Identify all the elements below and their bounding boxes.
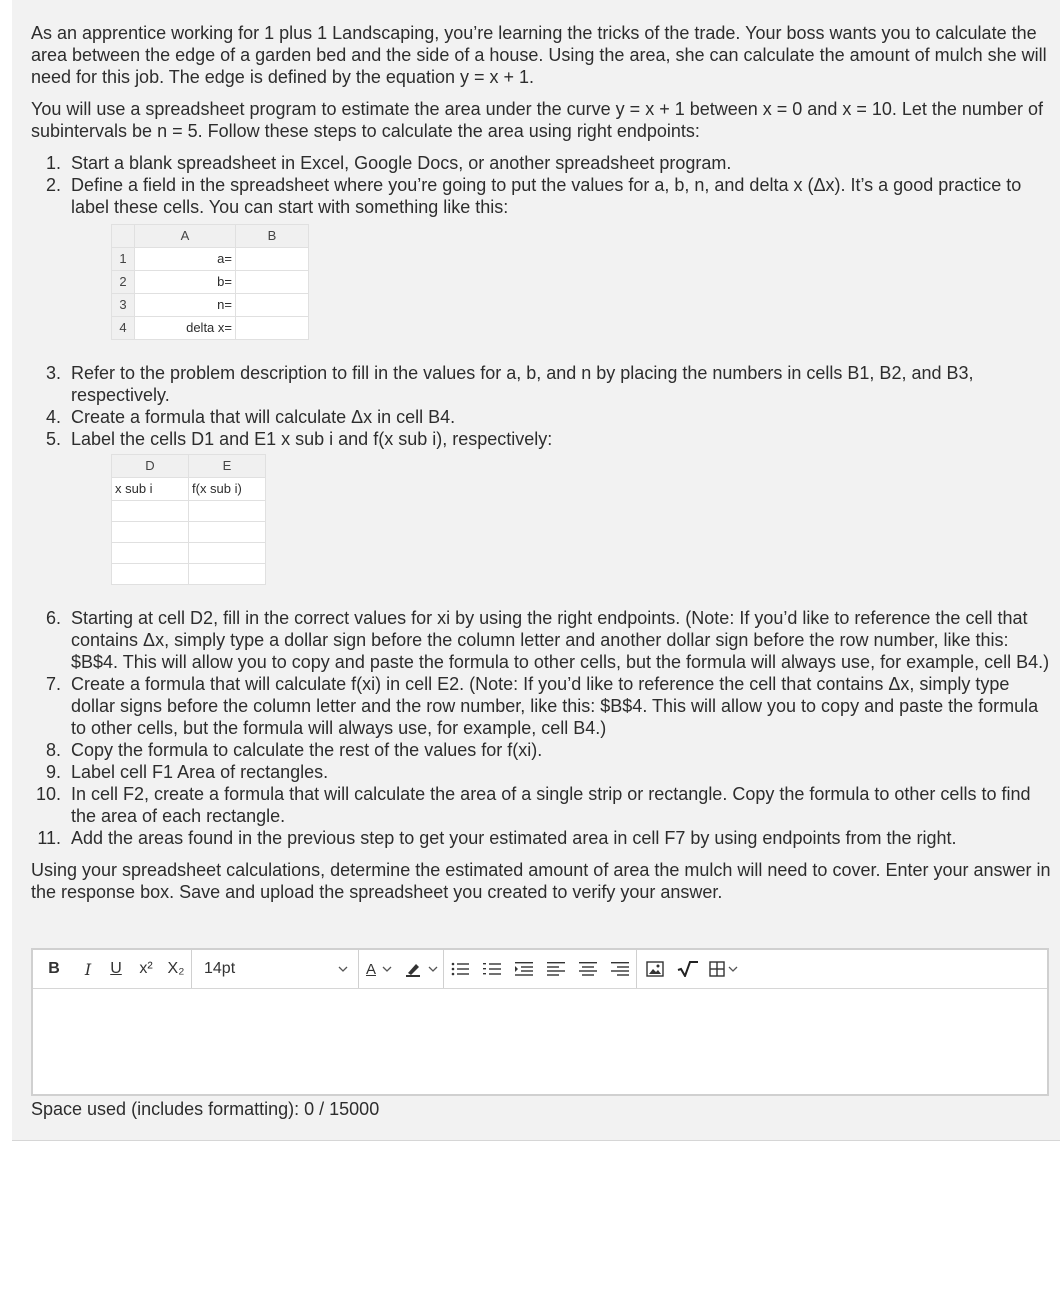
step-number: 6. — [45, 608, 61, 628]
highlighter-icon — [404, 961, 422, 977]
step-6 — [31, 607, 1053, 673]
square-root-icon — [677, 961, 699, 977]
steps-list — [31, 152, 1053, 849]
step-text: Add the areas found in the previous step to get your estimated area in cell F7 by using endpoints from the right. — [71, 828, 957, 848]
cell-b2 — [236, 271, 309, 294]
cell-b3 — [236, 294, 309, 317]
step-number: 8. — [45, 740, 61, 760]
spreadsheet-xi-table — [111, 454, 266, 585]
step-text: Create a formula that will calculate Δx in cell B4. — [71, 407, 456, 427]
chevron-down-icon — [382, 966, 392, 972]
column-header-a: A — [135, 225, 236, 248]
align-center-button[interactable] — [572, 951, 604, 987]
intro-paragraph-1: As an apprentice working for 1 plus 1 Landscaping, you’re learning the tricks of the trade. Your boss wants you to calculate the area between the edge of a garden bed and the side of a house. Using the area, she can calculate the amount of mulch she will need for this job. The edge is defined by the equation y = x + 1. — [31, 23, 1047, 87]
step-number: 3. — [45, 363, 61, 383]
align-center-icon — [579, 962, 597, 976]
step-number: 10. — [35, 784, 61, 804]
closing-paragraph: Using your spreadsheet calculations, determine the estimated amount of area the mulch will need to cover. Enter your answer in the response box. Save and upload the spreadsheet you created to verify your answer. — [31, 860, 1051, 902]
step-7 — [31, 673, 1053, 739]
step-number: 11. — [37, 828, 61, 848]
insert-table-button[interactable] — [703, 951, 743, 987]
intro-paragraph-2: You will use a spreadsheet program to estimate the area under the curve y = x + 1 between x = 0 and x = 10. Let the number of subintervals be n = 5. Follow these steps to calculate the area using right endpoints: — [31, 99, 1043, 141]
row-number: 1 — [112, 248, 135, 271]
chevron-down-icon — [728, 966, 738, 972]
cell-a4: delta x= — [135, 317, 236, 340]
align-left-button[interactable] — [540, 951, 572, 987]
cell-a1: a= — [135, 248, 236, 271]
cell-empty — [112, 543, 189, 564]
step-text: In cell F2, create a formula that will calculate the area of a single strip or rectangle. Copy the formula to other cells to find the area of each rectangle. — [71, 784, 1031, 826]
table-icon — [709, 961, 725, 977]
row-number: 2 — [112, 271, 135, 294]
row-number: 3 — [112, 294, 135, 317]
cell-e1: f(x sub i) — [189, 478, 266, 501]
cell-b1 — [236, 248, 309, 271]
cell-d1: x sub i — [112, 478, 189, 501]
cell-empty — [112, 522, 189, 543]
step-1 — [31, 152, 1053, 174]
step-9 — [31, 761, 1053, 783]
column-header-d: D — [112, 455, 189, 478]
indent-icon — [515, 962, 533, 976]
spreadsheet-abn-table — [111, 224, 309, 340]
response-editor — [31, 948, 1049, 1096]
step-text: Refer to the problem description to fill in the values for a, b, and n by placing the numbers in cells B1, B2, and B3, respectively. — [71, 363, 974, 405]
corner-cell — [112, 225, 135, 248]
question-content — [31, 22, 1053, 903]
bullet-list-button[interactable] — [444, 951, 476, 987]
row-number: 4 — [112, 317, 135, 340]
highlight-button[interactable] — [399, 951, 443, 987]
step-4 — [31, 406, 1053, 428]
cell-empty — [189, 543, 266, 564]
insert-image-button[interactable] — [637, 951, 673, 987]
space-used-counter: Space used (includes formatting): 0 / 15000 — [31, 1099, 380, 1119]
cell-empty — [112, 501, 189, 522]
step-number: 7. — [45, 674, 61, 694]
font-size-value: 14pt — [204, 960, 236, 977]
step-text: Create a formula that will calculate f(xi) in cell E2. (Note: If you’d like to reference the cell that contains Δx, simply type dollar signs before the column letter and the row number, like this: $B$4. This will allow you to copy and paste the formula to other cells, but the formula will always use, for example, cell B4.) — [71, 674, 1039, 738]
cell-a3: n= — [135, 294, 236, 317]
step-text: Copy the formula to calculate the rest of the values for f(xi). — [71, 740, 543, 760]
response-textarea[interactable] — [33, 989, 1047, 1093]
font-size-select[interactable] — [192, 951, 358, 987]
bullet-list-icon — [451, 962, 469, 976]
cell-empty — [112, 564, 189, 585]
step-2 — [31, 174, 1053, 362]
numbered-list-button[interactable] — [476, 951, 508, 987]
cell-a2: b= — [135, 271, 236, 294]
align-right-button[interactable] — [604, 951, 636, 987]
indent-button[interactable] — [508, 951, 540, 987]
image-icon — [646, 961, 664, 977]
align-left-icon — [547, 962, 565, 976]
column-header-b: B — [236, 225, 309, 248]
superscript-button[interactable]: x² — [139, 960, 153, 977]
step-text: Label the cells D1 and E1 x sub i and f(x sub i), respectively: — [71, 429, 553, 449]
step-text: Define a field in the spreadsheet where you’re going to put the values for a, b, n, and delta x (Δx). It’s a good practice to label these cells. You can start with something like this: — [71, 175, 1022, 217]
cell-empty — [189, 522, 266, 543]
bold-button[interactable]: B — [48, 960, 60, 977]
cell-b4 — [236, 317, 309, 340]
underline-button[interactable]: U — [110, 960, 122, 977]
step-text: Label cell F1 Area of rectangles. — [71, 762, 329, 782]
font-color-letter: A — [365, 960, 376, 978]
column-header-e: E — [189, 455, 266, 478]
cell-empty — [189, 564, 266, 585]
insert-equation-button[interactable] — [673, 951, 703, 987]
numbered-list-icon — [483, 962, 501, 976]
step-number: 1. — [45, 153, 61, 173]
italic-button[interactable]: I — [84, 959, 92, 979]
step-text: Starting at cell D2, fill in the correct values for xi by using the right endpoints. (Note: If you’d like to reference the cell that contains Δx, simply type a dollar sign before the column letter and another dollar sign before the row number, like this: $B$4. This will allow you to copy and paste the formula to other cells, but the formula will always use, for example, cell B4.) — [71, 608, 1050, 672]
step-8 — [31, 739, 1053, 761]
step-10 — [31, 783, 1053, 827]
step-11 — [31, 827, 1053, 849]
font-color-button[interactable] — [359, 951, 399, 987]
step-text: Start a blank spreadsheet in Excel, Google Docs, or another spreadsheet program. — [71, 153, 732, 173]
cell-empty — [189, 501, 266, 522]
step-number: 9. — [45, 762, 61, 782]
editor-toolbar — [33, 950, 1047, 989]
chevron-down-icon — [338, 966, 348, 972]
step-number: 5. — [45, 429, 61, 449]
step-5 — [31, 428, 1053, 607]
subscript-button[interactable]: X₂ — [167, 960, 185, 977]
step-number: 4. — [45, 407, 61, 427]
align-right-icon — [611, 962, 629, 976]
step-3 — [31, 362, 1053, 406]
step-number: 2. — [45, 175, 61, 195]
chevron-down-icon — [428, 966, 438, 972]
